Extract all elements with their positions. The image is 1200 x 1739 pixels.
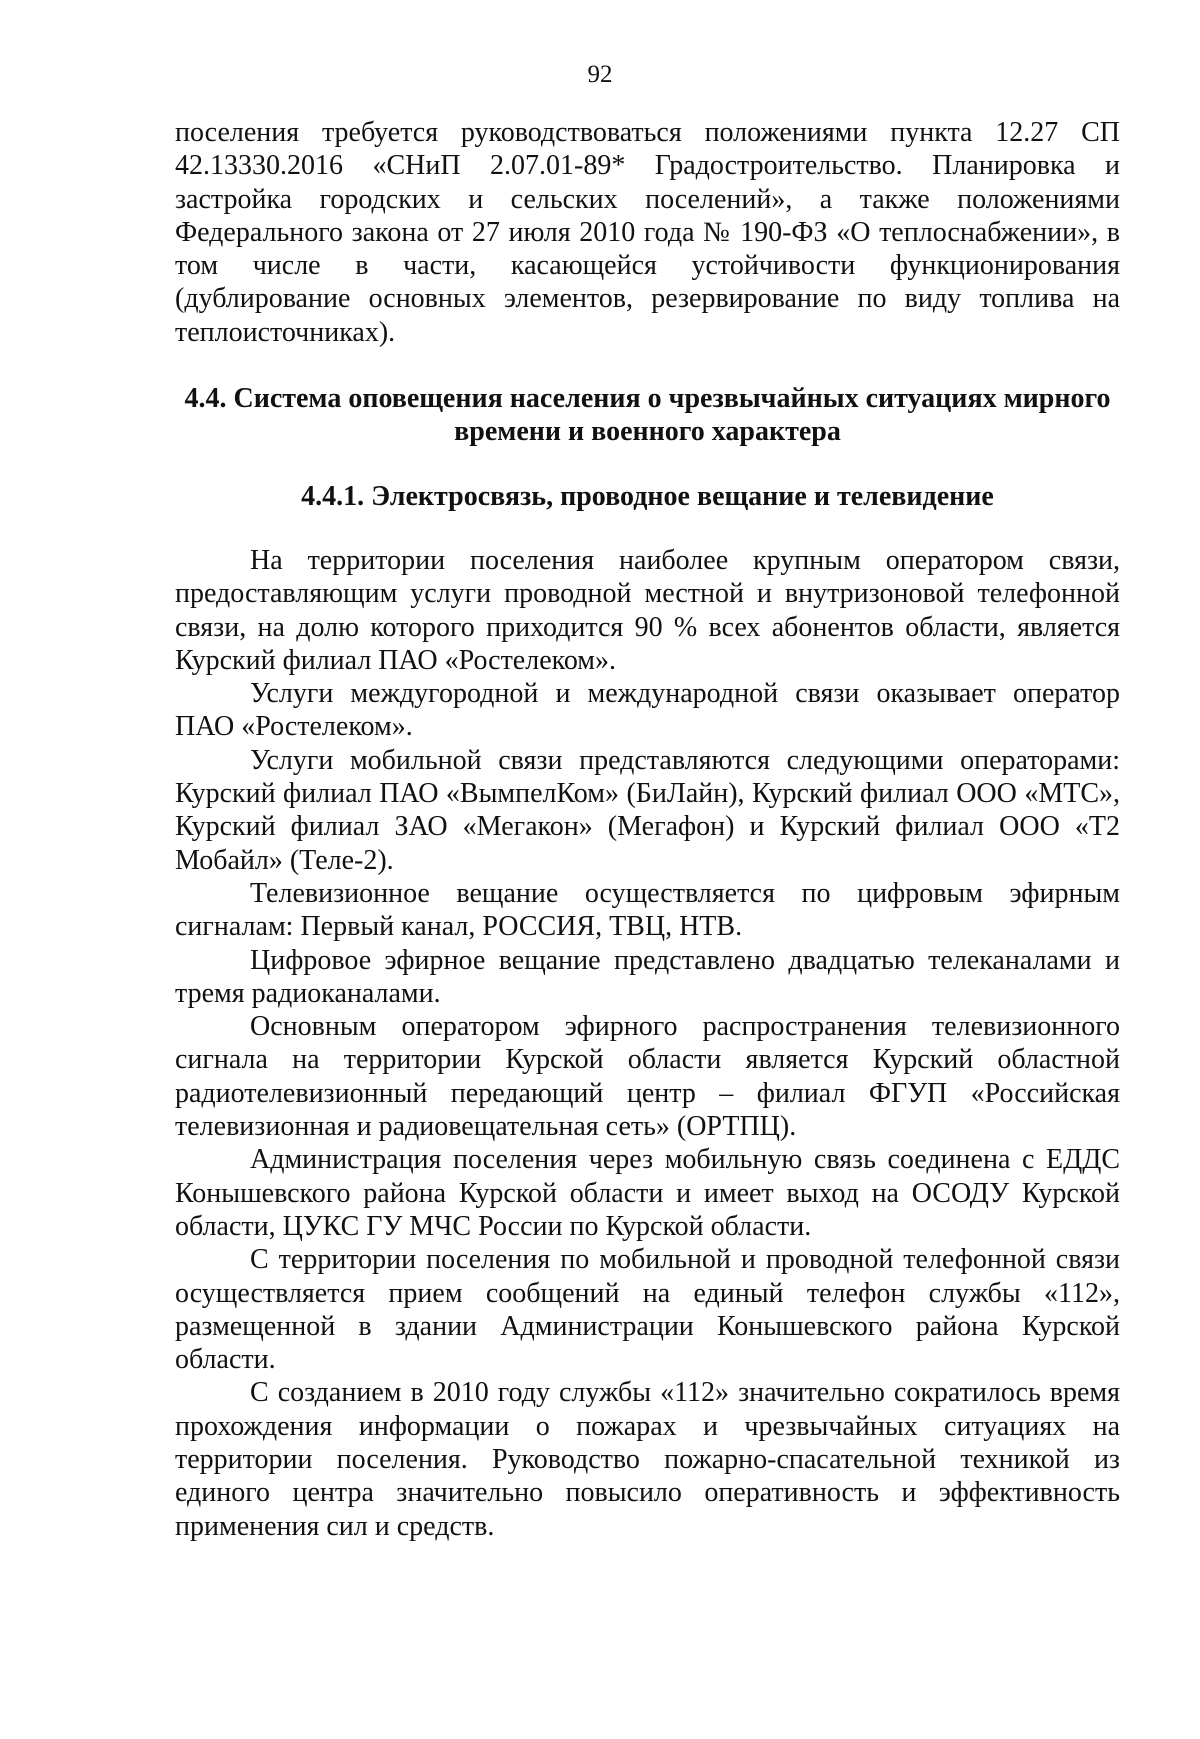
subsection-heading: 4.4.1. Электросвязь, проводное вещание и телевидение bbox=[301, 480, 994, 512]
paragraph: Цифровое эфирное вещание представлено двадцатью телеканалами и тремя радиоканалами. bbox=[175, 944, 1120, 1009]
page-number: 92 bbox=[587, 61, 613, 88]
paragraph: Администрация поселения через мобильную связь соединена с ЕДДС Конышевского района Курской области и имеет выход на ОСОДУ Курской области, ЦУКС ГУ МЧС России по Курской области. bbox=[175, 1144, 1120, 1242]
section-heading: 4.4. Система оповещения населения о чрезвычайных ситуациях мирного времени и военного характера bbox=[184, 383, 1111, 448]
paragraph: Услуги мобильной связи представляются следующими операторами: Курский филиал ПАО «ВымпелКом» (БиЛайн), Курский филиал ООО «МТС», Курский филиал ЗАО «Мегакон» (Мегафон) и Курский филиал ООО «Т2 Мобайл» (Теле-2). bbox=[175, 744, 1120, 876]
paragraph-continued: поселения требуется руководствоваться положениями пункта 12.27 СП 42.13330.2016 «СНиП 2.07.01-89* Градостроительство. Планировка и застройка городских и сельских поселений», а также положениями Федерального закона от 27 июля 2010 года № 190-ФЗ «О теплоснабжении», в том числе в части, касающейся устойчивости функционирования (дублирование основных элементов, резервирование по виду топлива на теплоисточниках). bbox=[175, 117, 1120, 348]
paragraph: С созданием в 2010 году службы «112» значительно сократилось время прохождения информации о пожарах и чрезвычайных ситуациях на территории поселения. Руководство пожарно-спасательной техникой из единого центра значительно повысило оперативность и эффективность применения сил и средств. bbox=[175, 1377, 1120, 1542]
paragraph: На территории поселения наиболее крупным оператором связи, предоставляющим услуги проводной местной и внутризоновой телефонной связи, на долю которого приходится 90 % всех абонентов области, является Курский филиал ПАО «Ростелеком». bbox=[175, 544, 1120, 676]
paragraph: Услуги междугородной и международной связи оказывает оператор ПАО «Ростелеком». bbox=[175, 678, 1120, 743]
paragraph: С территории поселения по мобильной и проводной телефонной связи осуществляется прием сообщений на единый телефон службы «112», размещенной в здании Администрации Конышевского района Курской области. bbox=[175, 1244, 1120, 1376]
paragraph: Основным оператором эфирного распространения телевизионного сигнала на территории Курской области является Курский областной радиотелевизионный передающий центр – филиал ФГУП «Российская телевизионная и радиовещательная сеть» (ОРТПЦ). bbox=[175, 1011, 1120, 1143]
document-body bbox=[175, 116, 1120, 1543]
paragraph: Телевизионное вещание осуществляется по цифровым эфирным сигналам: Первый канал, РОССИЯ, ТВЦ, НТВ. bbox=[175, 877, 1120, 943]
